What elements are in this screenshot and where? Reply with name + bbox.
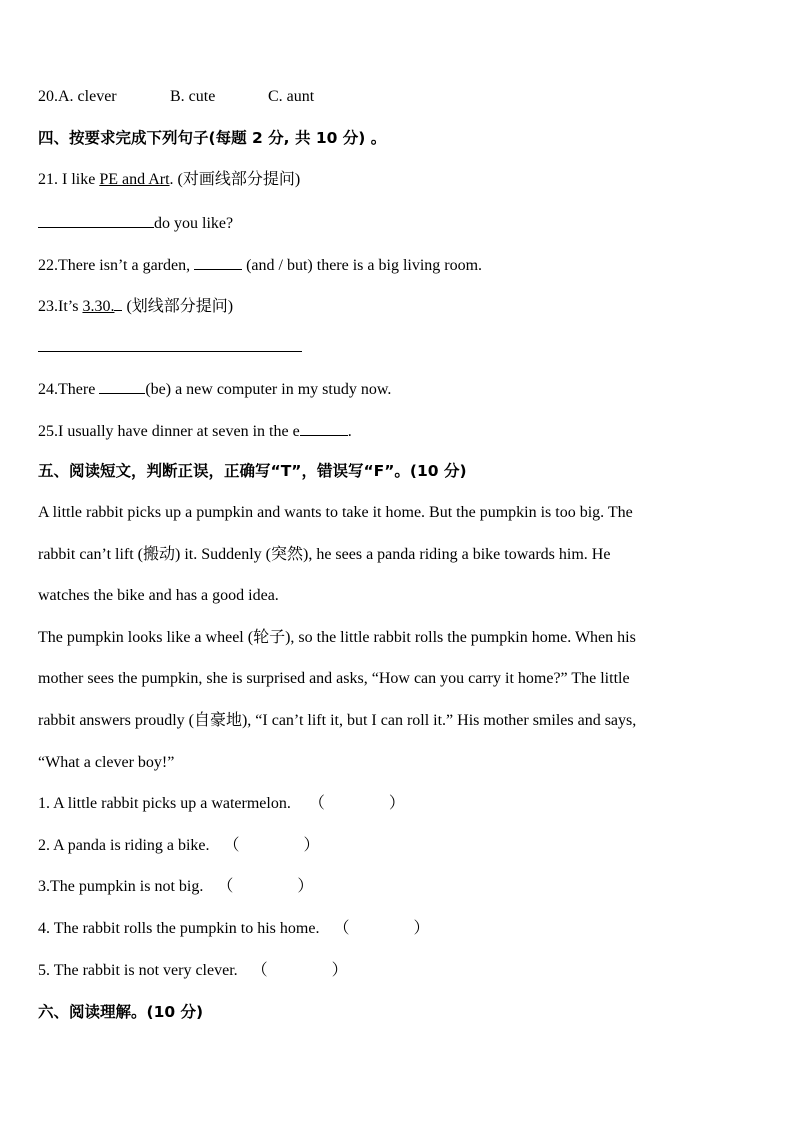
answer-blank[interactable] bbox=[38, 212, 154, 228]
question-21-answer-line bbox=[38, 212, 233, 234]
question-20-number: 20. bbox=[38, 88, 58, 105]
statement-3 bbox=[38, 877, 313, 897]
question-21-answer-tail: do you like? bbox=[154, 215, 234, 232]
question-22-after: (and / but) there is a big living room. bbox=[242, 257, 483, 274]
question-25-end: . bbox=[347, 423, 352, 440]
passage-line: rabbit answers proudly (自豪地), “I can’t lift it, but I can roll it.” His mother smiles and says, bbox=[38, 712, 637, 729]
statement-text: 2. A panda is riding a bike. bbox=[38, 837, 210, 854]
answer-parentheses[interactable]: （ ） bbox=[251, 962, 348, 979]
statement-text: 1. A little rabbit picks up a watermelon. bbox=[38, 795, 291, 812]
option-b: B. cute bbox=[170, 88, 216, 105]
question-23-prefix: 23.It’s bbox=[38, 298, 83, 315]
answer-blank[interactable] bbox=[38, 336, 302, 352]
passage-line: mother sees the pumpkin, she is surprised and asks, “How can you carry it home?” The little bbox=[38, 670, 630, 687]
answer-blank[interactable] bbox=[300, 420, 348, 436]
question-23-underlined: 3.30. bbox=[82, 298, 115, 315]
option-c: C. aunt bbox=[268, 88, 315, 105]
section-5-heading: 五、阅读短文，判断正误，正确写“T”，错误写“F”。(10 分) bbox=[38, 462, 467, 480]
question-21-suffix: . (对画线部分提问) bbox=[169, 171, 301, 188]
question-21-prefix: 21. I like bbox=[38, 171, 100, 188]
answer-parentheses[interactable]: （ ） bbox=[223, 837, 320, 854]
passage-line: rabbit can’t lift (搬动) it. Suddenly (突然), he sees a panda riding a bike towards him. He bbox=[38, 546, 611, 563]
question-23 bbox=[38, 295, 233, 317]
statement-1 bbox=[38, 794, 405, 814]
passage-line: watches the bike and has a good idea. bbox=[38, 587, 279, 604]
question-25 bbox=[38, 420, 352, 442]
question-20 bbox=[38, 87, 314, 107]
passage-line: The pumpkin looks like a wheel (轮子), so the little rabbit rolls the pumpkin home. When his bbox=[38, 629, 636, 646]
answer-parentheses[interactable]: （ ） bbox=[217, 878, 314, 895]
passage-line: “What a clever boy!” bbox=[38, 754, 175, 771]
passage-line: A little rabbit picks up a pumpkin and wants to take it home. But the pumpkin is too big. The bbox=[38, 504, 633, 521]
section-6-heading: 六、阅读理解。(10 分) bbox=[38, 1003, 204, 1021]
answer-parentheses[interactable]: （ ） bbox=[308, 795, 405, 812]
statement-text: 3.The pumpkin is not big. bbox=[38, 878, 204, 895]
statement-5 bbox=[38, 961, 348, 981]
question-23-suffix: (划线部分提问) bbox=[122, 298, 234, 315]
question-25-text: 25.I usually have dinner at seven in the e bbox=[38, 423, 300, 440]
option-a: A. clever bbox=[58, 88, 117, 105]
question-24-before: 24.There bbox=[38, 381, 100, 398]
section-4-heading: 四、按要求完成下列句子(每题 2 分, 共 10 分) 。 bbox=[38, 129, 387, 147]
answer-blank[interactable] bbox=[99, 378, 145, 394]
answer-parentheses[interactable]: （ ） bbox=[333, 920, 430, 937]
question-22-before: 22.There isn’t a garden, bbox=[38, 257, 195, 274]
statement-2 bbox=[38, 836, 320, 856]
question-24 bbox=[38, 378, 391, 400]
answer-blank[interactable] bbox=[194, 254, 242, 270]
question-22 bbox=[38, 254, 482, 276]
question-21-underlined: PE and Art bbox=[99, 171, 170, 188]
statement-text: 5. The rabbit is not very clever. bbox=[38, 962, 238, 979]
question-21 bbox=[38, 170, 300, 190]
question-24-after: (be) a new computer in my study now. bbox=[145, 381, 392, 398]
question-23-answer-line bbox=[38, 336, 302, 358]
statement-text: 4. The rabbit rolls the pumpkin to his home. bbox=[38, 920, 320, 937]
statement-4 bbox=[38, 919, 429, 939]
